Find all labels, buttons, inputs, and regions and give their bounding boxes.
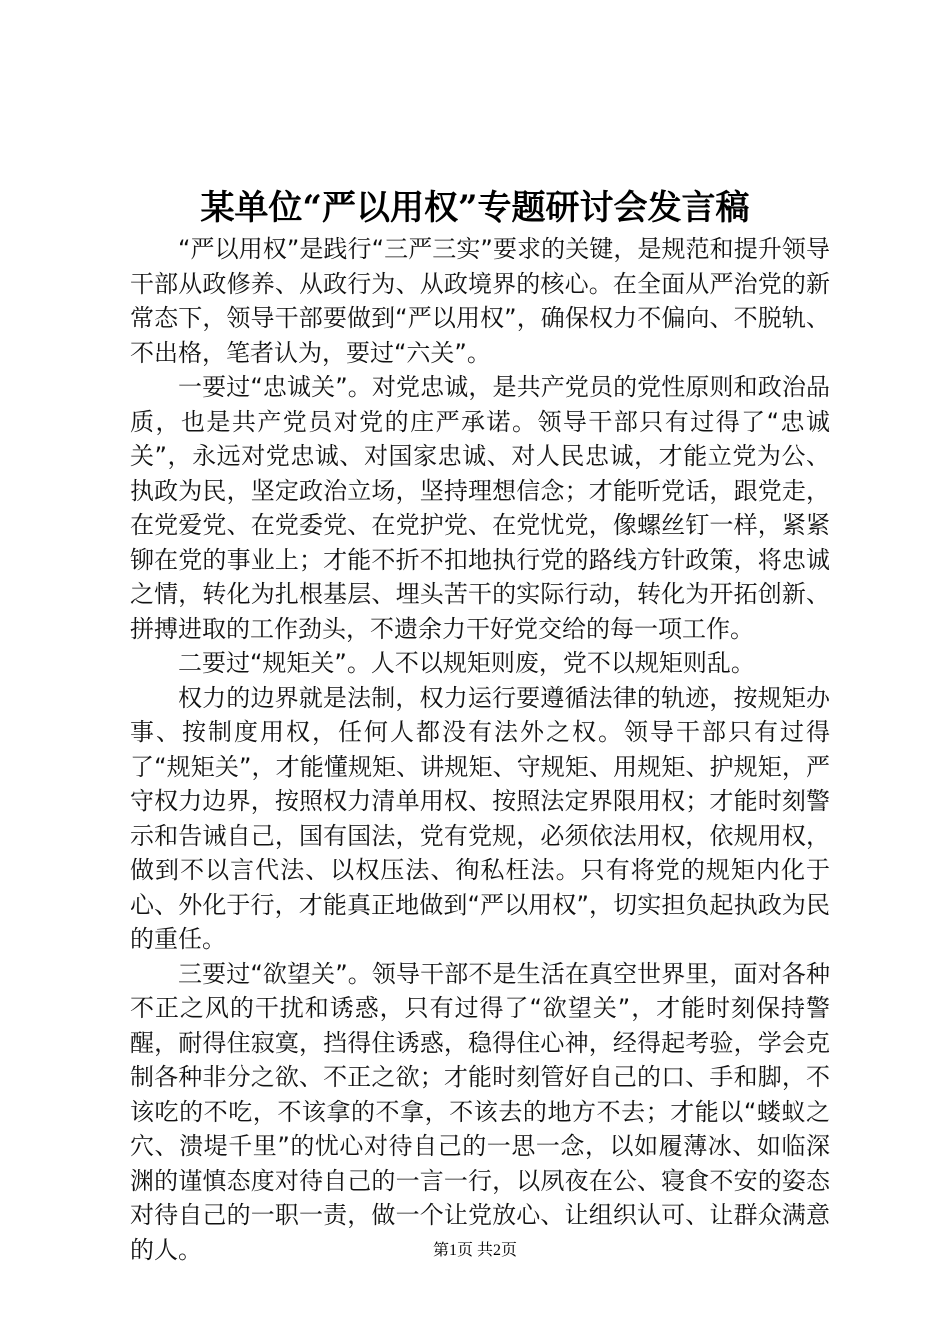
paragraph-rules-heading: 二要过“规矩关”。人不以规矩则废，党不以规矩则乱。 xyxy=(178,649,755,677)
paragraph-loyalty: 一要过“忠诚关”。对党忠诚，是共产党员的党性原则和政治品质，也是共产党员对党的庄严承诺。领导干部只有过得了“忠诚关”，永远对党忠诚、对国家忠诚、对人民忠诚，才能立党为公、执政为民，坚定政治立场，坚持理想信念；才能听党话，跟党走，在党爱党、在党委党、在党护党、在党忧党，像螺丝钉一样，紧紧铆在党的事业上；才能不折不扣地执行党的路线方针政策，将忠诚之情，转化为扎根基层、埋头苦干的实际行动，转化为开拓创新、拼搏进取的工作劲头，不遗余力干好党交给的每一项工作。 xyxy=(130,373,830,643)
document-title: 某单位“严以用权”专题研讨会发言稿 xyxy=(200,188,750,228)
paragraph-rules: 权力的边界就是法制，权力运行要遵循法律的轨迹，按规矩办事、按制度用权，任何人都没有法外之权。领导干部只有过得了“规矩关”，才能懂规矩、讲规矩、守规矩、用规矩、护规矩，严守权力边界，按照权力清单用权、按照法定界限用权；才能时刻警示和告诫自己，国有国法，党有党规，必须依法用权，依规用权，做到不以言代法、以权压法、徇私枉法。只有将党的规矩内化于心、外化于行，才能真正地做到“严以用权”，切实担负起执政为民的重任。 xyxy=(130,683,830,953)
page-footer: 第1页 共2页 xyxy=(432,1242,517,1259)
paragraph-intro: “严以用权”是践行“三严三实”要求的关键，是规范和提升领导干部从政修养、从政行为、从政境界的核心。在全面从严治党的新常态下，领导干部要做到“严以用权”，确保权力不偏向、不脱轨、不出格，笔者认为，要过“六关”。 xyxy=(130,235,830,367)
paragraph-desire: 三要过“欲望关”。领导干部不是生活在真空世界里，面对各种不正之风的干扰和诱惑，只有过得了“欲望关”，才能时刻保持警醒，耐得住寂寞，挡得住诱惑，稳得住心神，经得起考验，学会克制各种非分之欲、不正之欲；才能时刻管好自己的口、手和脚，不该吃的不吃，不该拿的不拿，不该去的地方不去；才能以“蝼蚁之穴、溃堤千里”的忧心对待自己的一思一念，以如履薄冰、如临深渊的谨慎态度对待自己的一言一行，以夙夜在公、寝食不安的姿态对待自己的一职一责，做一个让党放心、让组织认可、让群众满意的人。 xyxy=(130,959,830,1264)
document-body xyxy=(130,232,830,1267)
